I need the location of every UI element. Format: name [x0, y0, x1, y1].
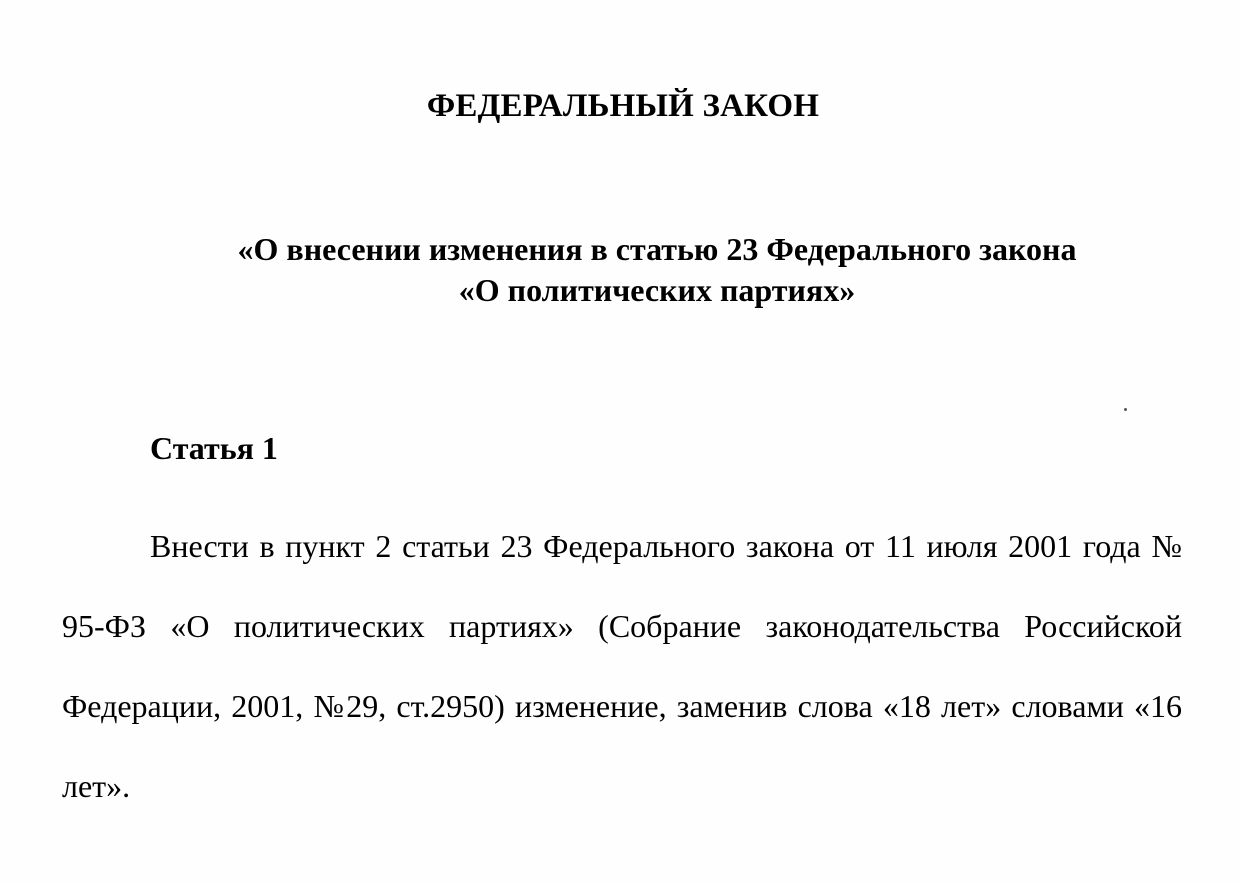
article-body-paragraph: Внести в пункт 2 статьи 23 Федерального закона от 11 июля 2001 года № 95-ФЗ «О политических партиях» (Собрание законодательства Российской Федерации, 2001, №29, ст.2950) изменение, заменив слова «18 лет» словами «16 лет».: [62, 528, 1182, 804]
article-heading: Статья 1: [150, 430, 278, 466]
document-title: ФЕДЕРАЛЬНЫЙ ЗАКОН: [426, 88, 820, 124]
law-subtitle: [0, 229, 1240, 311]
subtitle-line-1: «О внесении изменения в статью 23 Федерального закона: [237, 231, 1077, 267]
scan-speck: [1124, 408, 1127, 411]
subtitle-line-2: «О политических партиях»: [458, 272, 856, 308]
